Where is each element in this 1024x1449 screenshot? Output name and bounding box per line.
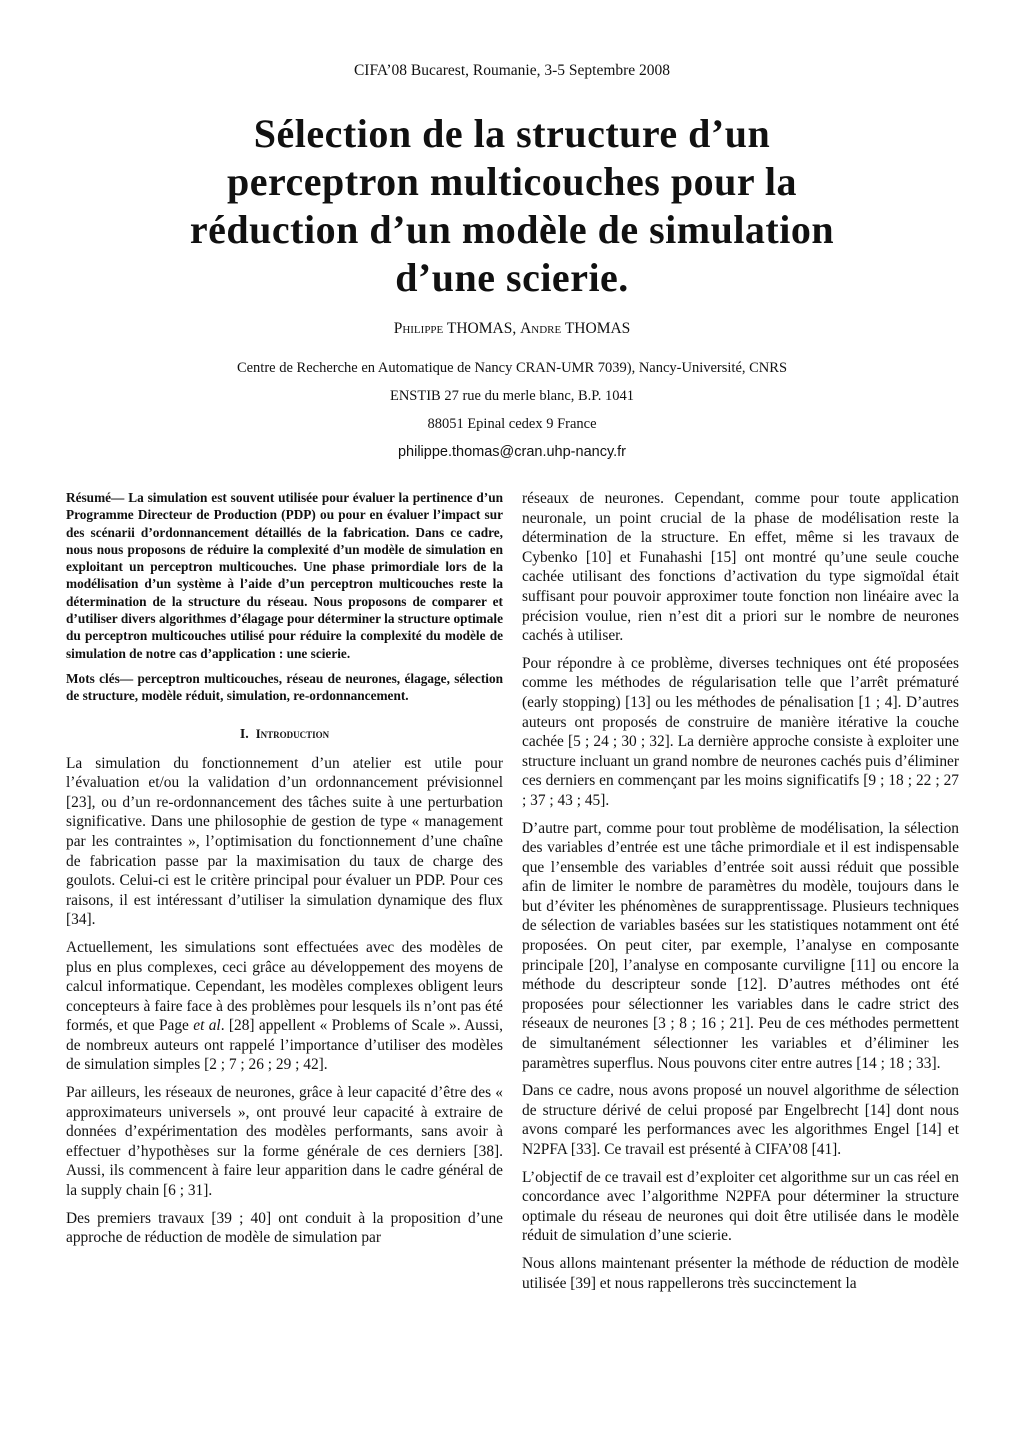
paragraph: réseaux de neurones. Cependant, comme pour toute application neuronale, un point crucial de la phase de modélisation reste la détermination de la structure. En effet, même si les travaux de Cybenko [10] et Funahashi [15] ont montré qu’une seule couche cachée utilisant des fonctions d’activation du type sigmoïdal était suffisant pour pouvoir approximer toute fonction non linéaire avec la précision voulue, rien n’est dit a priori sur le nombre de neurones cachés à utiliser. <box>522 490 959 645</box>
abstract-label: Résumé— <box>66 490 125 505</box>
author-family-name: THOMAS <box>564 320 631 337</box>
paragraph: Pour répondre à ce problème, diverses techniques ont été proposées comme les méthodes de régularisation telle que l’arrêt prématuré (early stopping) [13] ou les méthodes de pénalisation [1 ; 4]. D’autres auteurs ont proposés de construire de manière itérative la couche cachée [5 ; 24 ; 30 ; 32]. La dernière approche consiste à exploiter une structure incluant un grand nombre de neurones cachés puis d’éliminer ces derniers en commençant par les moins significatifs [9 ; 18 ; 22 ; 27 ; 37 ; 43 ; 45]. <box>522 654 959 809</box>
affiliation-line: ENSTIB 27 rue du merle blanc, B.P. 1041 <box>389 388 635 404</box>
title-line: réduction d’un modèle de simulation <box>189 207 835 252</box>
author-given-name: Andre <box>520 320 562 337</box>
author-given-name: Philippe <box>393 320 444 337</box>
abstract-text: La simulation est souvent utilisée pour évaluer la pertinence d’un Programme Directeur de Production (PDP) ou pour en évaluer l’impact sur des scénarii d’ordonnancement détaillés de la fabrication. Dans ce cadre, nous nous proposons de réduire la complexité d’un modèle de simulation en exploitant un perceptron multicouches. Une phase primordiale lors de la modélisation d’un système à l’aide d’un perceptron multicouches reste la détermination de la structure du réseau. Nous proposons de comparer et d’utiliser divers algorithmes d’élagage pour déterminer la structure optimale du perceptron multicouches utilisé pour réduire la complexité du modèle de simulation de notre cas d’application : une scierie. <box>66 490 503 661</box>
paragraph: L’objectif de ce travail est d’exploiter cet algorithme sur un cas réel en concordance avec l’algorithme N2PFA pour déterminer la structure optimale du réseau de neurones qui doit être utilisée dans le modèle réduit de simulation d’une scierie. <box>522 1168 959 1245</box>
affiliation-line: 88051 Epinal cedex 9 France <box>427 416 597 432</box>
affiliation-line: Centre de Recherche en Automatique de Nancy CRAN-UMR 7039), Nancy-Université, CNRS <box>236 360 788 376</box>
title-line: d’une scierie. <box>395 255 629 300</box>
right-column <box>522 489 959 1293</box>
paragraph: Des premiers travaux [39 ; 40] ont conduit à la proposition d’une approche de réduction de modèle de simulation par <box>66 1209 503 1247</box>
abstract <box>66 489 503 662</box>
section-heading <box>66 725 503 744</box>
author-family-name: THOMAS, <box>446 320 517 337</box>
paragraph: La simulation du fonctionnement d’un atelier est utile pour l’évaluation et/ou la validation d’un ordonnancement prévisionnel [23], ou d’un re-ordonnancement des tâches suite à une perturbation significative. Dans une philosophie de gestion de type « management par les contraintes », l’optimisation du fonctionnement d’une chaîne de fabrication passe par la maximisation du taux de charge des goulots. Celui-ci est le critère principal pour évaluer un PDP. Pour ces raisons, il est intéressant d’utiliser la simulation dynamique des flux [34]. <box>66 754 503 929</box>
keywords <box>66 670 503 705</box>
paragraph: Actuellement, les simulations sont effectuées avec des modèles de plus en plus complexes, ceci grâce au développement des moyens de calcul informatique. Cependant, les modèles complexes obligent leurs concepteurs à faire face à des problèmes pour lesquels ils n’ont pas été formés, et que Page et al. [28] appellent « Problems of Scale ». Aussi, de nombreux auteurs ont rappelé l’importance d’utiliser des modèles de simulation simples [2 ; 7 ; 26 ; 29 ; 42]. <box>66 938 503 1074</box>
paper-title <box>100 110 924 302</box>
section-number: I. <box>239 726 249 742</box>
author-email: philippe.thomas@cran.uhp-nancy.fr <box>397 444 627 460</box>
author-list <box>0 320 1024 338</box>
title-line: perceptron multicouches pour la <box>227 159 797 204</box>
keywords-text: perceptron multicouches, réseau de neurones, élagage, sélection de structure, modèle réduit, simulation, re-ordonnancement. <box>66 670 503 704</box>
paragraph: Nous allons maintenant présenter la méthode de réduction de modèle utilisée [39] et nous rappellerons très succinctement la <box>522 1254 959 1292</box>
paragraph: Par ailleurs, les réseaux de neurones, grâce à leur capacité d’être des « approximateurs universels », ont prouvé leur capacité à extraire de données d’expérimentation des modèles performants, sans avoir à effectuer d’hypothèses sur la forme générale de ces derniers [38]. Aussi, ils commencent à faire leur apparition dans le cadre général de la supply chain [6 ; 31]. <box>66 1084 503 1200</box>
section-title: Introduction <box>255 726 330 741</box>
left-column <box>66 489 503 1248</box>
conference-header: CIFA’08 Bucarest, Roumanie, 3-5 Septembre 2008 <box>353 62 671 79</box>
paragraph: Dans ce cadre, nous avons proposé un nouvel algorithme de sélection de structure dérivé de celui proposé par Engelbrecht [14] dont nous avons comparé les performances avec les algorithmes Engel [14] et N2PFA [33]. Ce travail est présenté à CIFA’08 [41]. <box>522 1082 959 1158</box>
keywords-label: Mots clés— <box>66 670 134 686</box>
title-line: Sélection de la structure d’un <box>253 111 771 156</box>
paragraph: D’autre part, comme pour tout problème de modélisation, la sélection des variables d’entrée est une tâche primordiale et il est indispensable que l’ensemble des variables d’entrée soit aussi réduit que possible afin de limiter le nombre de paramètres du modèle, toujours dans le but d’éviter les phénomènes de surapprentissage. Plusieurs techniques de sélection de variables basées sur les statistiques notamment ont été proposées. On peut citer, par exemple, l’analyse en composante principale [20], l’analyse en composante curviligne [11] ou encore la méthode du descripteur sonde [12]. D’autres méthodes ont été proposées pour sélectionner les variables dans le cadre strict des réseaux de neurones [3 ; 8 ; 16 ; 21]. Peu de ces méthodes permettent de simultanément sélectionner les variables et d’éliminer les paramètres superflus. Nous pouvons citer entre autres [14 ; 18 ; 33]. <box>522 819 959 1072</box>
